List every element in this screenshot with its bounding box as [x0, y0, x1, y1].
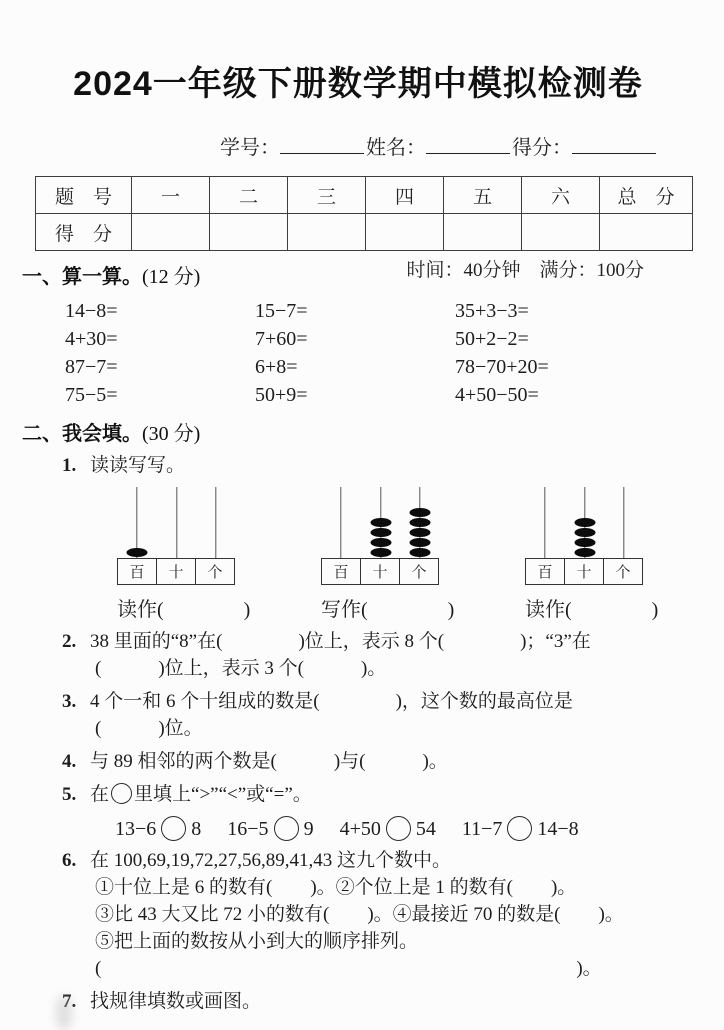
comparison-right: 14−8 [537, 818, 579, 840]
header-cell-1: 一 [132, 177, 210, 214]
abacus-rod [340, 487, 341, 558]
score-cell [288, 214, 366, 251]
header-cell-6: 六 [522, 177, 600, 214]
abacus-rod [544, 487, 545, 558]
comparison-right: 54 [415, 818, 436, 840]
score-blank [572, 132, 656, 154]
calc-problem: 75−5= [65, 384, 118, 406]
question-1-number: 1. [62, 455, 77, 476]
abacus-bead [410, 538, 431, 548]
abacus-bead [370, 538, 391, 548]
question-7 [62, 988, 694, 1015]
abacus-bead [410, 548, 431, 558]
abacus-rod [215, 487, 216, 558]
comparison-circle-icon [161, 816, 186, 841]
question-2-line1: 38 里面的“8”在( )位上，表示 8 个( )；“3”在 [90, 631, 591, 652]
scan-artifact [56, 996, 72, 1030]
abacus-1-answer-label: 读作( ) [117, 599, 251, 621]
section2-heading-text: 二、我会填。 [22, 423, 142, 445]
comparison-item [462, 816, 579, 841]
header-cell-2: 二 [210, 177, 288, 214]
abacus-bead [574, 528, 595, 538]
place-label-ones: 个 [399, 558, 439, 585]
abacus-bead [574, 548, 595, 558]
comparison-left: 11−7 [461, 818, 503, 840]
question-6-sub3: ⑤把上面的数按从小到大的顺序排列。 [95, 931, 419, 952]
name-blank [426, 132, 510, 154]
time-fullscore-line: 时间：40分钟 满分：100分 [406, 260, 644, 281]
calc-problem: 78−70+20= [455, 356, 549, 378]
abacus-bead [410, 508, 431, 518]
calc-problem: 6+8= [255, 356, 298, 378]
question-1-text: 读读写写。 [90, 455, 186, 476]
question-5-prefix: 在 [90, 784, 110, 805]
abacus-bead [370, 528, 391, 538]
score-cell [600, 214, 693, 251]
comparison-right: 8 [191, 818, 202, 840]
abacus-bead [370, 518, 391, 528]
question-6-number: 6. [62, 850, 77, 871]
calc-problem: 87−7= [65, 356, 118, 378]
student-id-label: 学号： [220, 137, 280, 159]
section2-points: (30 分) [142, 423, 201, 445]
score-cell [444, 214, 522, 251]
question-6-line1: 在 100,69,19,72,27,56,89,41,43 这九个数中。 [90, 850, 452, 871]
score-label: 得分： [512, 137, 572, 159]
score-table-header-row [36, 177, 693, 214]
abacus-row [117, 487, 694, 585]
row-label-defen: 得 分 [36, 214, 132, 251]
calc-problem: 14−8= [65, 300, 118, 322]
section1-points: (12 分) [142, 266, 201, 288]
comparison-right: 9 [303, 818, 314, 840]
place-label-hundreds: 百 [117, 558, 157, 585]
place-label-hundreds: 百 [321, 558, 361, 585]
comparison-circle-icon [274, 816, 299, 841]
question-4 [62, 748, 694, 775]
question-5-suffix: 里填上“>”“<”或“=”。 [134, 784, 312, 805]
calc-problem: 35+3−3= [455, 300, 529, 322]
score-table-score-row [36, 214, 693, 251]
student-id-blank [280, 132, 364, 154]
place-label-tens: 十 [156, 558, 196, 585]
abacus-bead [410, 518, 431, 528]
section1-heading-text: 一、算一算。 [22, 266, 142, 288]
question-6 [62, 847, 694, 982]
abacus-forty [525, 487, 644, 585]
header-cell-3: 三 [288, 177, 366, 214]
score-table [35, 176, 693, 251]
header-cell-5: 五 [444, 177, 522, 214]
question-3-number: 3. [62, 691, 77, 712]
abacus-rod [623, 487, 624, 558]
score-cell [366, 214, 444, 251]
question-2-number: 2. [62, 631, 77, 652]
name-label: 姓名： [366, 137, 426, 159]
abacus-labels-row [117, 593, 694, 622]
place-label-tens: 十 [564, 558, 604, 585]
abacus-bead [574, 518, 595, 528]
question-3-line1: 4 个一和 6 个十组成的数是( )，这个数的最高位是 [90, 691, 573, 712]
abacus-2-answer-label: 写作( ) [321, 599, 455, 621]
place-label-ones: 个 [195, 558, 235, 585]
abacus-bead [127, 548, 148, 558]
comparison-left: 13−6 [115, 818, 157, 840]
abacus-rod [176, 487, 177, 558]
comparison-left: 4+50 [339, 818, 381, 840]
comparison-row [115, 816, 694, 841]
circle-placeholder-icon [111, 783, 132, 804]
abacus-place-box [117, 558, 235, 585]
comparison-item [227, 816, 313, 841]
question-4-number: 4. [62, 751, 77, 772]
question-6-answer-line: ( )。 [95, 958, 602, 979]
abacus-3-answer-label: 读作( ) [525, 599, 659, 621]
calc-problem: 50+9= [255, 384, 308, 406]
abacus-place-box [321, 558, 439, 585]
abacus-hundred [117, 487, 236, 585]
question-1 [62, 452, 694, 479]
header-cell-total: 总 分 [600, 177, 693, 214]
calc-problem: 4+50−50= [455, 384, 539, 406]
abacus-fortyfive [321, 487, 440, 585]
abacus-bead [574, 538, 595, 548]
header-cell-4: 四 [366, 177, 444, 214]
abacus-bead [370, 548, 391, 558]
question-6-sub1: ①十位上是 6 的数有( )。②个位上是 1 的数有( )。 [95, 877, 577, 898]
section2-heading [22, 417, 694, 446]
score-cell [210, 214, 288, 251]
place-label-tens: 十 [360, 558, 400, 585]
place-label-hundreds: 百 [525, 558, 565, 585]
question-6-sub2: ③比 43 大又比 72 小的数有( )。④最接近 70 的数是( )。 [95, 904, 624, 925]
question-2 [62, 628, 694, 682]
calc-problem: 50+2−2= [455, 328, 529, 350]
calculation-grid [65, 297, 694, 409]
score-cell [522, 214, 600, 251]
place-label-ones: 个 [603, 558, 643, 585]
question-5 [62, 781, 694, 808]
calc-problem: 4+30= [65, 328, 118, 350]
abacus-place-box [525, 558, 643, 585]
page-title: 2024一年级下册数学期中模拟检测卷 [73, 65, 643, 103]
student-info-row [220, 131, 694, 160]
comparison-circle-icon [386, 816, 411, 841]
comparison-left: 16−5 [227, 818, 269, 840]
question-7-text: 找规律填数或画图。 [90, 991, 262, 1012]
question-7-number: 7. [62, 991, 77, 1012]
calc-problem: 7+60= [255, 328, 308, 350]
question-4-text: 与 89 相邻的两个数是( )与( )。 [90, 751, 448, 772]
calc-problem: 15−7= [255, 300, 308, 322]
comparison-item [340, 816, 436, 841]
question-3 [62, 688, 694, 742]
header-cell-timu: 题 号 [36, 177, 132, 214]
comparison-item [115, 816, 201, 841]
question-5-number: 5. [62, 784, 77, 805]
comparison-circle-icon [507, 816, 532, 841]
score-cell [132, 214, 210, 251]
question-2-line2: ( )位上，表示 3 个( )。 [95, 658, 387, 679]
abacus-bead [410, 528, 431, 538]
question-3-line2: ( )位。 [95, 718, 203, 739]
